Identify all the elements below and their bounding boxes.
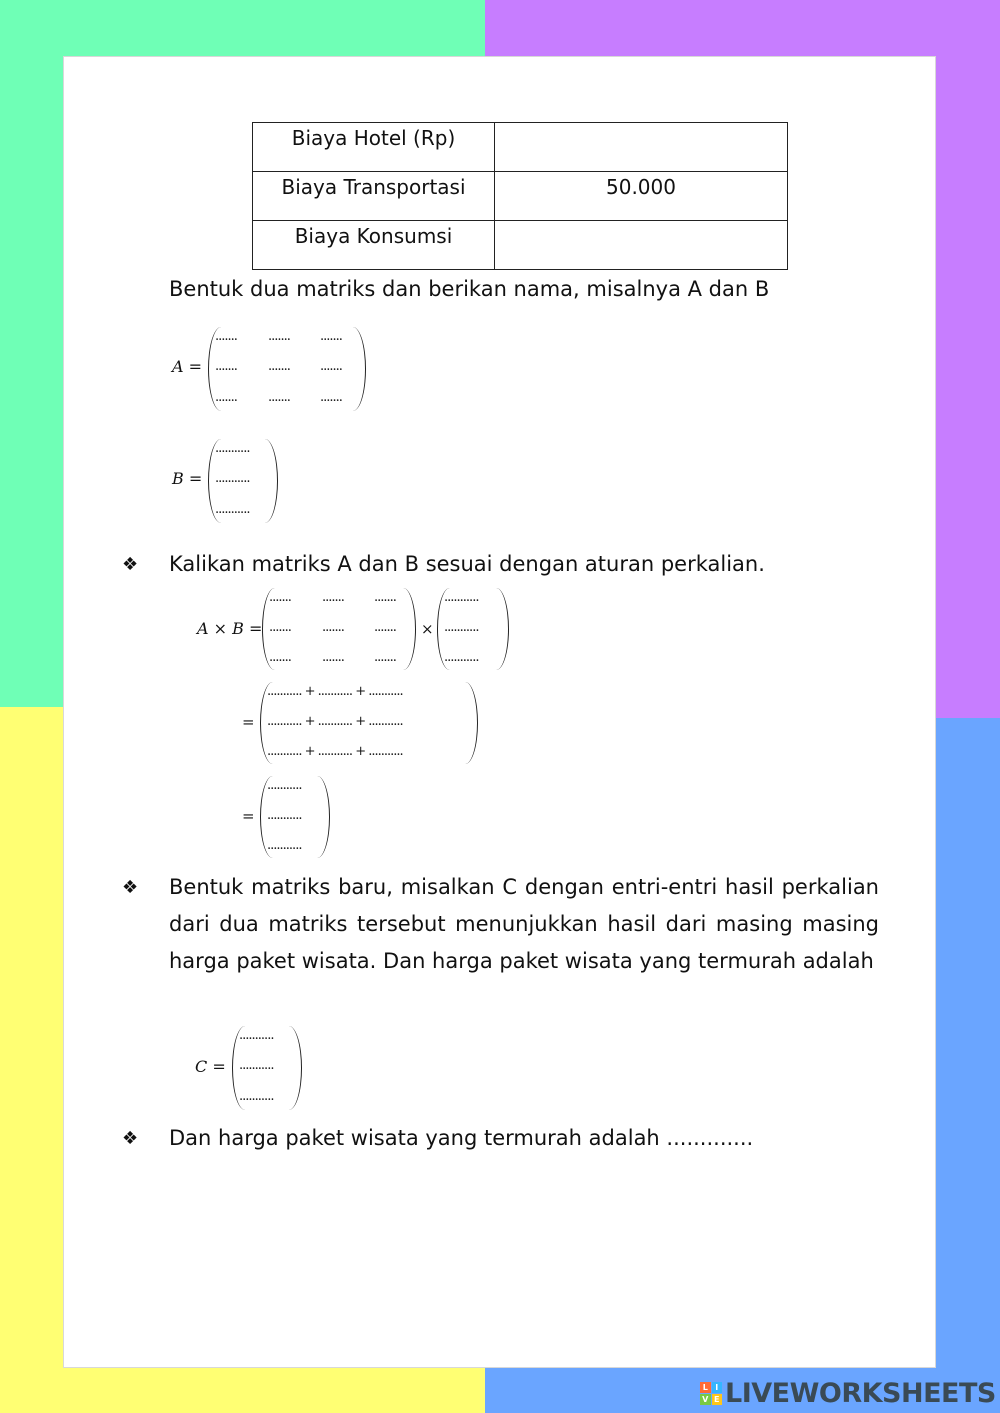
table-row xyxy=(253,123,788,172)
matrix-cell: ........... xyxy=(215,471,250,486)
step-multiply-text: Kalikan matriks A dan B sesuai dengan aturan perkalian. xyxy=(169,552,765,576)
matrix-cell: ....... xyxy=(268,359,290,374)
matrix-cell: ....... xyxy=(322,620,344,635)
matrix-cell: ....... xyxy=(320,359,342,374)
logo-mark-letter: I xyxy=(712,1382,723,1393)
matrix-a-product xyxy=(262,588,416,670)
matrix-b-label: B = xyxy=(172,469,203,488)
matrix-cell: ........... xyxy=(215,441,250,456)
sum-row: ........... + ........... + ........... xyxy=(267,684,403,699)
matrix-cell: ....... xyxy=(374,590,396,605)
logo-mark-letter: E xyxy=(712,1394,723,1405)
answer-cell-consumption[interactable] xyxy=(495,221,788,270)
logo-mark-icon xyxy=(700,1382,722,1404)
product-label: A × B = xyxy=(197,619,263,638)
matrix-cell: ....... xyxy=(269,650,291,665)
matrix-cell: ....... xyxy=(268,329,290,344)
matrix-cell: ....... xyxy=(269,590,291,605)
equals-sign: = xyxy=(242,807,255,825)
matrix-a xyxy=(208,327,366,411)
logo-text: LIVEWORKSHEETS xyxy=(725,1377,996,1409)
answer-cell-hotel[interactable] xyxy=(495,123,788,172)
matrix-cell: ....... xyxy=(322,590,344,605)
matrix-a-label: A = xyxy=(172,357,203,376)
matrix-cell: ....... xyxy=(215,329,237,344)
sum-row: ........... + ........... + ........... xyxy=(267,714,403,729)
step-new-matrix-text: Bentuk matriks baru, misalkan C dengan entri-entri hasil perkalian dari dua matriks tersebut menunjukkan hasil dari masing masing harga paket wisata. Dan harga paket wisata yang termurah adalah xyxy=(169,875,879,973)
matrix-cell: ........... xyxy=(444,620,479,635)
intro-text: Bentuk dua matriks dan berikan nama, misalnya A dan B xyxy=(169,277,770,301)
table-row xyxy=(253,172,788,221)
matrix-cell: ........... xyxy=(267,838,302,853)
bullet-icon: ❖ xyxy=(122,1128,139,1149)
table-cell-value: 50.000 xyxy=(495,172,788,221)
matrix-cell: ........... xyxy=(444,650,479,665)
matrix-cell: ....... xyxy=(268,390,290,405)
matrix-cell: ....... xyxy=(374,620,396,635)
liveworksheets-logo xyxy=(700,1378,996,1408)
matrix-cell: ....... xyxy=(374,650,396,665)
logo-mark-letter: V xyxy=(700,1394,711,1405)
matrix-cell: ....... xyxy=(269,620,291,635)
matrix-b-product xyxy=(437,588,509,670)
table-cell-label: Biaya Konsumsi xyxy=(253,221,495,270)
cost-table xyxy=(252,122,788,270)
times-sign: × xyxy=(421,620,434,638)
bullet-icon: ❖ xyxy=(122,554,139,575)
matrix-cell: ........... xyxy=(239,1089,274,1104)
matrix-cell: ....... xyxy=(215,359,237,374)
bullet-icon: ❖ xyxy=(122,877,139,898)
table-cell-label: Biaya Transportasi xyxy=(253,172,495,221)
matrix-cell: ........... xyxy=(267,778,302,793)
matrix-cell: ........... xyxy=(444,590,479,605)
equals-sign: = xyxy=(242,713,255,731)
sum-row: ........... + ........... + ........... xyxy=(267,744,403,759)
matrix-c xyxy=(232,1026,302,1110)
matrix-cell: ........... xyxy=(239,1058,274,1073)
matrix-cell: ........... xyxy=(267,808,302,823)
matrix-cell: ....... xyxy=(215,390,237,405)
matrix-cell: ........... xyxy=(215,502,250,517)
matrix-c-label: C = xyxy=(195,1057,226,1076)
matrix-b xyxy=(208,439,278,523)
logo-mark-letter: L xyxy=(700,1382,711,1393)
matrix-cell: ....... xyxy=(320,390,342,405)
step-cheapest-text: Dan harga paket wisata yang termurah adalah ............. xyxy=(169,1126,754,1150)
matrix-cell: ........... xyxy=(239,1028,274,1043)
table-row xyxy=(253,221,788,270)
matrix-cell: ....... xyxy=(320,329,342,344)
worksheet-page xyxy=(63,56,936,1368)
result-matrix xyxy=(260,776,330,858)
sum-matrix xyxy=(260,682,478,764)
table-cell-label: Biaya Hotel (Rp) xyxy=(253,123,495,172)
matrix-cell: ....... xyxy=(322,650,344,665)
